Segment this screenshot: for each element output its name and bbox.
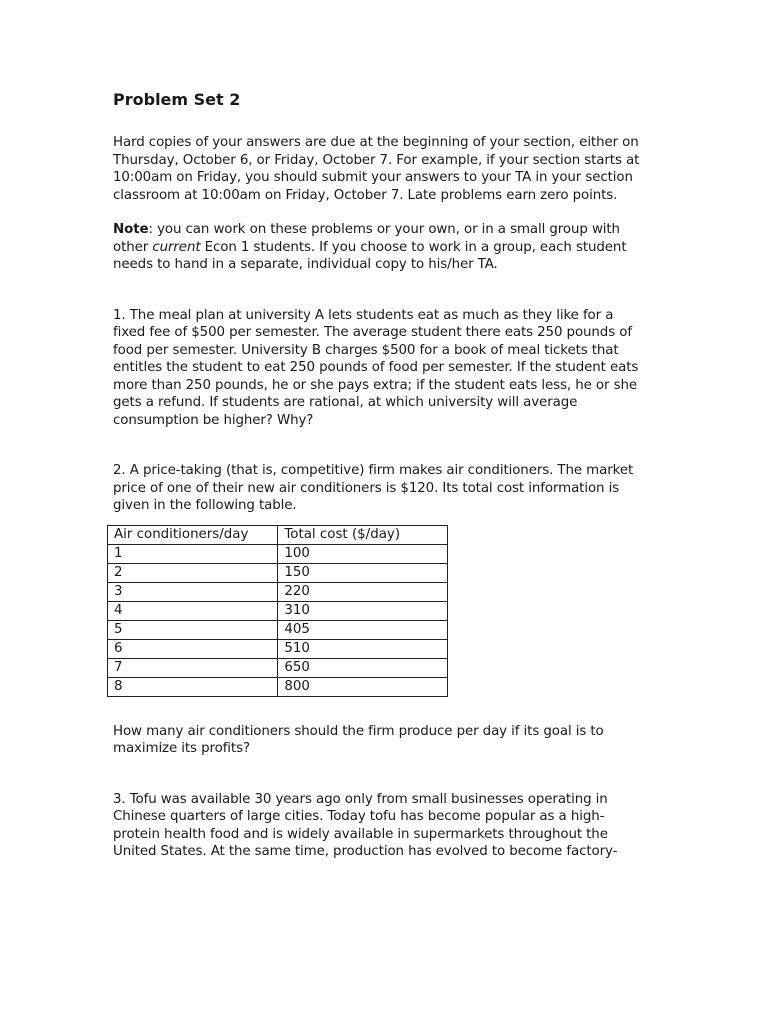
question-1: 1. The meal plan at university A lets students eat as much as they like for a fixed fee of $500 per semester. The average student there eats 250 pounds of food per semester. University B charges $500 for a book of meal tickets that entitles the student to eat 250 pounds of food per semester. If the student eats more than 250 pounds, he or she pays extra; if the student eats less, he or she gets a refund. If students are rational, at which university will average consumption be higher? Why? [113, 307, 639, 428]
cost-table [107, 525, 448, 697]
intro-paragraph: Hard copies of your answers are due at the beginning of your section, either on Thursday, October 6, or Friday, October 7. For example, if your section starts at 10:00am on Friday, you should submit your answers to your TA in your section classroom at 10:00am on Friday, October 7. Late problems earn zero points. [113, 135, 640, 203]
table-row [108, 639, 448, 658]
table-cell: 405 [278, 620, 448, 639]
table-row [108, 544, 448, 563]
table-row [108, 601, 448, 620]
note-text-after: Econ 1 students. If you choose to work in a group, each student needs to hand in a separate, individual copy to his/her TA. [113, 239, 627, 272]
table-row [108, 677, 448, 696]
table-cell: 4 [108, 601, 278, 620]
document-page [113, 88, 643, 861]
table-cell: 6 [108, 639, 278, 658]
question-2-followup: How many air conditioners should the firm produce per day if its goal is to maximize its profits? [113, 723, 604, 756]
table-cell: 1 [108, 544, 278, 563]
table-header-row [108, 525, 448, 544]
page-title: Problem Set 2 [113, 90, 241, 109]
table-cell: 8 [108, 677, 278, 696]
question-3: 3. Tofu was available 30 years ago only from small businesses operating in Chinese quarters of large cities. Today tofu has become popular as a high-protein health food and is widely available in supermarkets throughout the United States. At the same time, production has evolved to become factory- [113, 791, 618, 859]
question-2: 2. A price-taking (that is, competitive) firm makes air conditioners. The market price of one of their new air conditioners is $120. Its total cost information is given in the following table. [113, 463, 634, 513]
note-label: Note [113, 222, 149, 237]
table-header-cell: Air conditioners/day [108, 525, 278, 544]
table-cell: 510 [278, 639, 448, 658]
table-cell: 650 [278, 658, 448, 677]
table-header-cell: Total cost ($/day) [278, 525, 448, 544]
table-cell: 2 [108, 563, 278, 582]
table-row [108, 563, 448, 582]
table-cell: 3 [108, 582, 278, 601]
note-paragraph [113, 221, 643, 274]
table-cell: 5 [108, 620, 278, 639]
table-row [108, 582, 448, 601]
table-cell: 7 [108, 658, 278, 677]
table-cell: 220 [278, 582, 448, 601]
table-cell: 150 [278, 563, 448, 582]
table-row [108, 658, 448, 677]
note-emphasis: current [152, 239, 201, 255]
note-text-before: : you can work on these problems or your own, or in a small group with other [113, 222, 620, 255]
table-cell: 800 [278, 677, 448, 696]
table-cell: 310 [278, 601, 448, 620]
table-cell: 100 [278, 544, 448, 563]
table-row [108, 620, 448, 639]
